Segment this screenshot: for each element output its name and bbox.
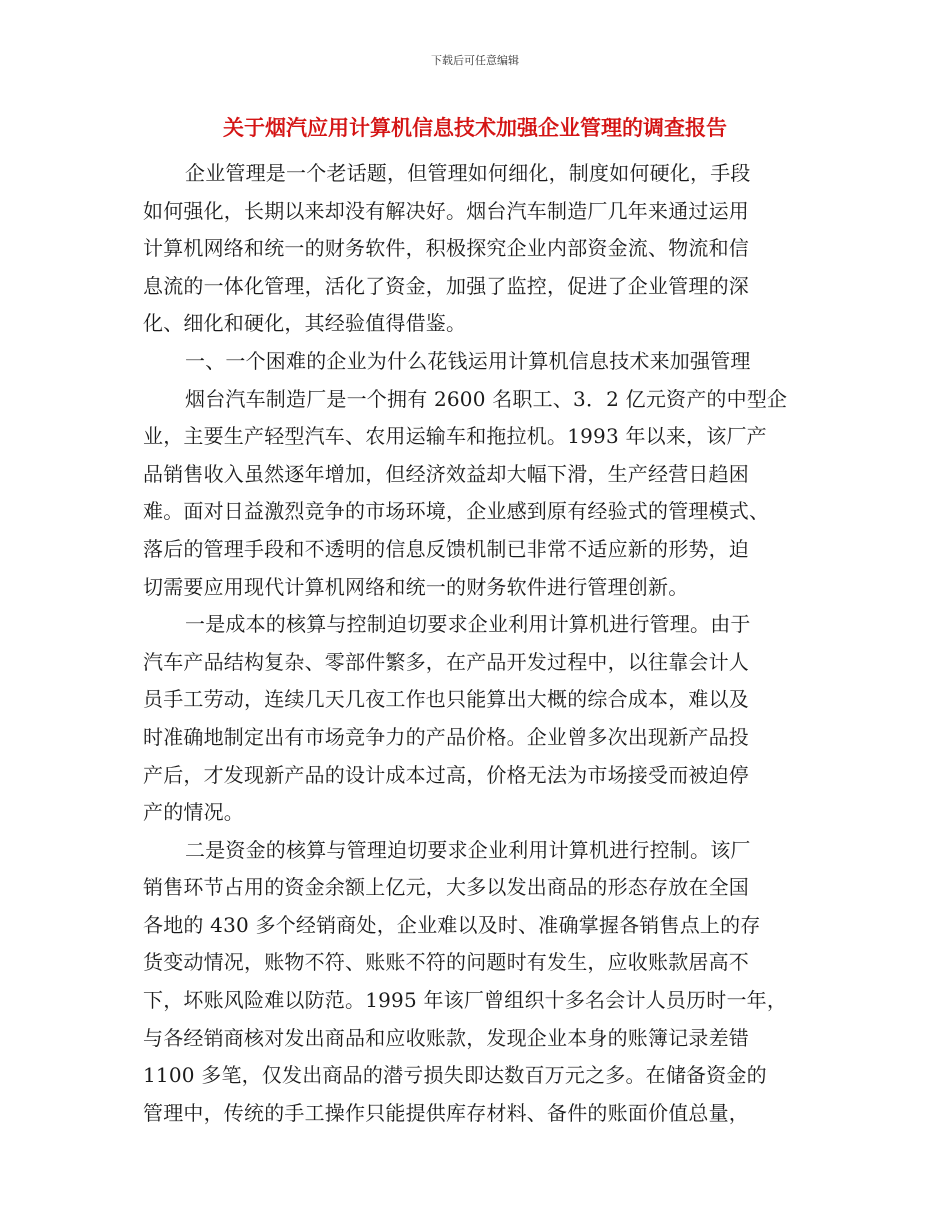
text-line: 二是资金的核算与管理迫切要求企业利用计算机进行控制。该厂 (185, 837, 751, 862)
text-line: 计算机网络和统一的财务软件，积极探究企业内部资金流、物流和信 (143, 236, 749, 261)
text-line: 1100 多笔，仅发出商品的潜亏损失即达数百万元之多。在储备资金的 (143, 1063, 767, 1088)
text-line: 一是成本的核算与控制迫切要求企业利用计算机进行管理。由于 (185, 612, 751, 637)
text-line: 员手工劳动，连续几天几夜工作也只能算出大概的综合成本，难以及 (143, 687, 749, 712)
text-line: 下，坏账风险难以防范。1995 年该厂曾组织十多名会计人员历时一年， (143, 988, 788, 1013)
text-line: 货变动情况，账物不符、账账不符的问题时有发生，应收账款居高不 (143, 950, 749, 975)
text-line: 切需要应用现代计算机网络和统一的财务软件进行管理创新。 (143, 574, 689, 599)
text-line: 与各经销商核对发出商品和应收账款，发现企业本身的账簿记录差错 (143, 1025, 749, 1050)
text-line: 如何强化，长期以来却没有解决好。烟台汽车制造厂几年来通过运用 (143, 198, 749, 223)
text-line: 时准确地制定出有市场竞争力的产品价格。企业曾多次出现新产品投 (143, 724, 749, 749)
text-line: 产后，才发现新产品的设计成本过高，价格无法为市场接受而被迫停 (143, 762, 749, 787)
text-line: 产的情况。 (143, 800, 244, 825)
text-line: 各地的 430 多个经销商处，企业难以及时、准确掌握各销售点上的存 (143, 912, 761, 937)
text-line: 销售环节占用的资金余额上亿元，大多以发出商品的形态存放在全国 (143, 875, 749, 900)
text-line: 管理中，传统的手工操作只能提供库存材料、备件的账面价值总量， (143, 1100, 749, 1125)
page-header-note: 下载后可任意编辑 (431, 54, 519, 67)
text-line: 息流的一体化管理，活化了资金，加强了监控，促进了企业管理的深 (143, 273, 749, 298)
text-line: 品销售收入虽然逐年增加，但经济效益却大幅下滑，生产经营日趋困 (143, 461, 749, 486)
text-line: 烟台汽车制造厂是一个拥有 2600 名职工、3．2 亿元资产的中型企 (185, 386, 788, 411)
document-title: 关于烟汽应用计算机信息技术加强企业管理的调查报告 (223, 116, 727, 140)
document-body (143, 155, 809, 1132)
section-heading: 一、一个困难的企业为什么花钱运用计算机信息技术来加强管理 (185, 348, 751, 373)
text-line: 化、细化和硬化，其经验值得借鉴。 (143, 311, 467, 336)
text-line: 企业管理是一个老话题，但管理如何细化，制度如何硬化，手段 (185, 161, 751, 185)
text-line: 业，主要生产轻型汽车、农用运输车和拖拉机。1993 年以来，该厂产 (143, 424, 767, 449)
text-line: 难。面对日益激烈竞争的市场环境，企业感到原有经验式的管理模式、 (143, 499, 770, 524)
text-line: 汽车产品结构复杂、零部件繁多，在产品开发过程中，以往靠会计人 (143, 649, 749, 674)
text-line: 落后的管理手段和不透明的信息反馈机制已非常不适应新的形势，迫 (143, 536, 749, 561)
